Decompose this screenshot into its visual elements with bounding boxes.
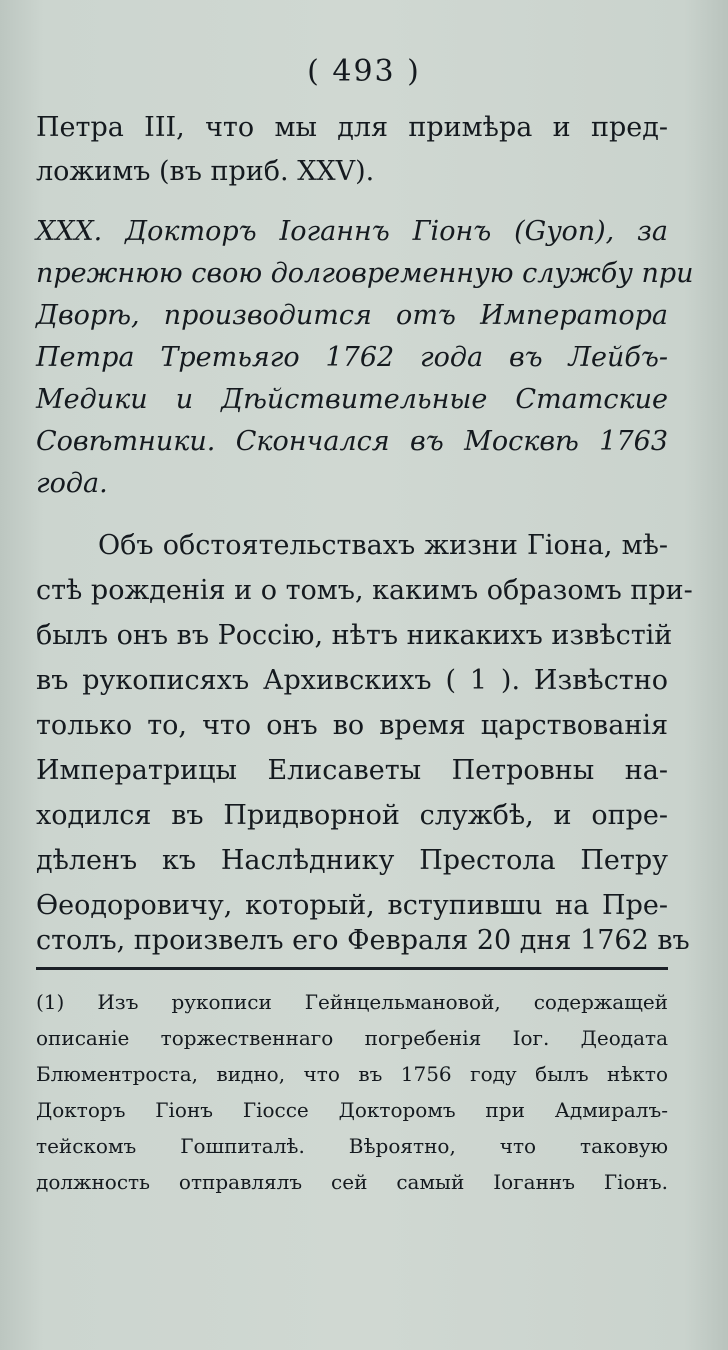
paragraph-line: стѣ рожденія и о томъ, какимъ образомъ при- — [36, 575, 693, 606]
footnote-line: должность отправлялъ сей самый Іоганнъ Гіонъ. — [36, 1170, 668, 1194]
paragraph-line: ходился въ Придворной службѣ, и опре- — [36, 800, 668, 831]
section-line: Петра Третьяго 1762 года въ Лейбъ- — [36, 342, 668, 373]
paragraph-line: только то, что онъ во время царствованія — [36, 710, 668, 741]
section-line: Медики и Дѣйствительные Статские — [36, 384, 668, 415]
paragraph-line: Ѳеодоровичу, который, вступившu на Пре- — [36, 890, 668, 921]
paragraph-line: Императрицы Елисаветы Петровны на- — [36, 755, 668, 786]
paragraph-line: дѣленъ къ Наслѣднику Престола Петру — [36, 845, 668, 876]
section-line: прежнюю свою долговременную службу при — [36, 258, 694, 289]
footnote-line: тейскомъ Гошпиталѣ. Вѣроятно, что таковую — [36, 1134, 668, 1158]
paragraph-line: въ рукописяхъ Архивскихъ ( 1 ). Извѣстно — [36, 665, 668, 696]
section-line: Дворѣ, производится отъ Императора — [36, 300, 668, 331]
footnote-line: Блюментроста, видно, что въ 1756 году былъ нѣкто — [36, 1062, 668, 1086]
paragraph-line: столъ, произвелъ его Февраля 20 дня 1762 въ — [36, 925, 690, 956]
text-line: Петра III, что мы для примѣра и пред- — [36, 112, 668, 143]
paragraph-line: былъ онъ въ Россію, нѣтъ никакихъ извѣстій — [36, 620, 673, 651]
footnote-divider — [36, 967, 668, 970]
section-line: года. — [36, 468, 108, 499]
footnote-line: (1) Изъ рукописи Гейнцельмановой, содержащей — [36, 990, 668, 1014]
section-line: XXX. Докторъ Іоганнъ Гіонъ (Gyon), за — [36, 216, 668, 247]
text-line: ложимъ (въ приб. XXV). — [36, 156, 375, 187]
paragraph-line: Объ обстоятельствахъ жизни Гіона, мѣ- — [98, 530, 668, 561]
footnote-line: описаніе торжественнаго погребенія Іог. Деодата — [36, 1026, 668, 1050]
footnote-line: Докторъ Гіонъ Гіоссе Докторомъ при Адмиралъ- — [36, 1098, 668, 1122]
page-number: ( 493 ) — [307, 54, 421, 89]
section-line: Совѣтники. Скончался въ Москвѣ 1763 — [36, 426, 668, 457]
